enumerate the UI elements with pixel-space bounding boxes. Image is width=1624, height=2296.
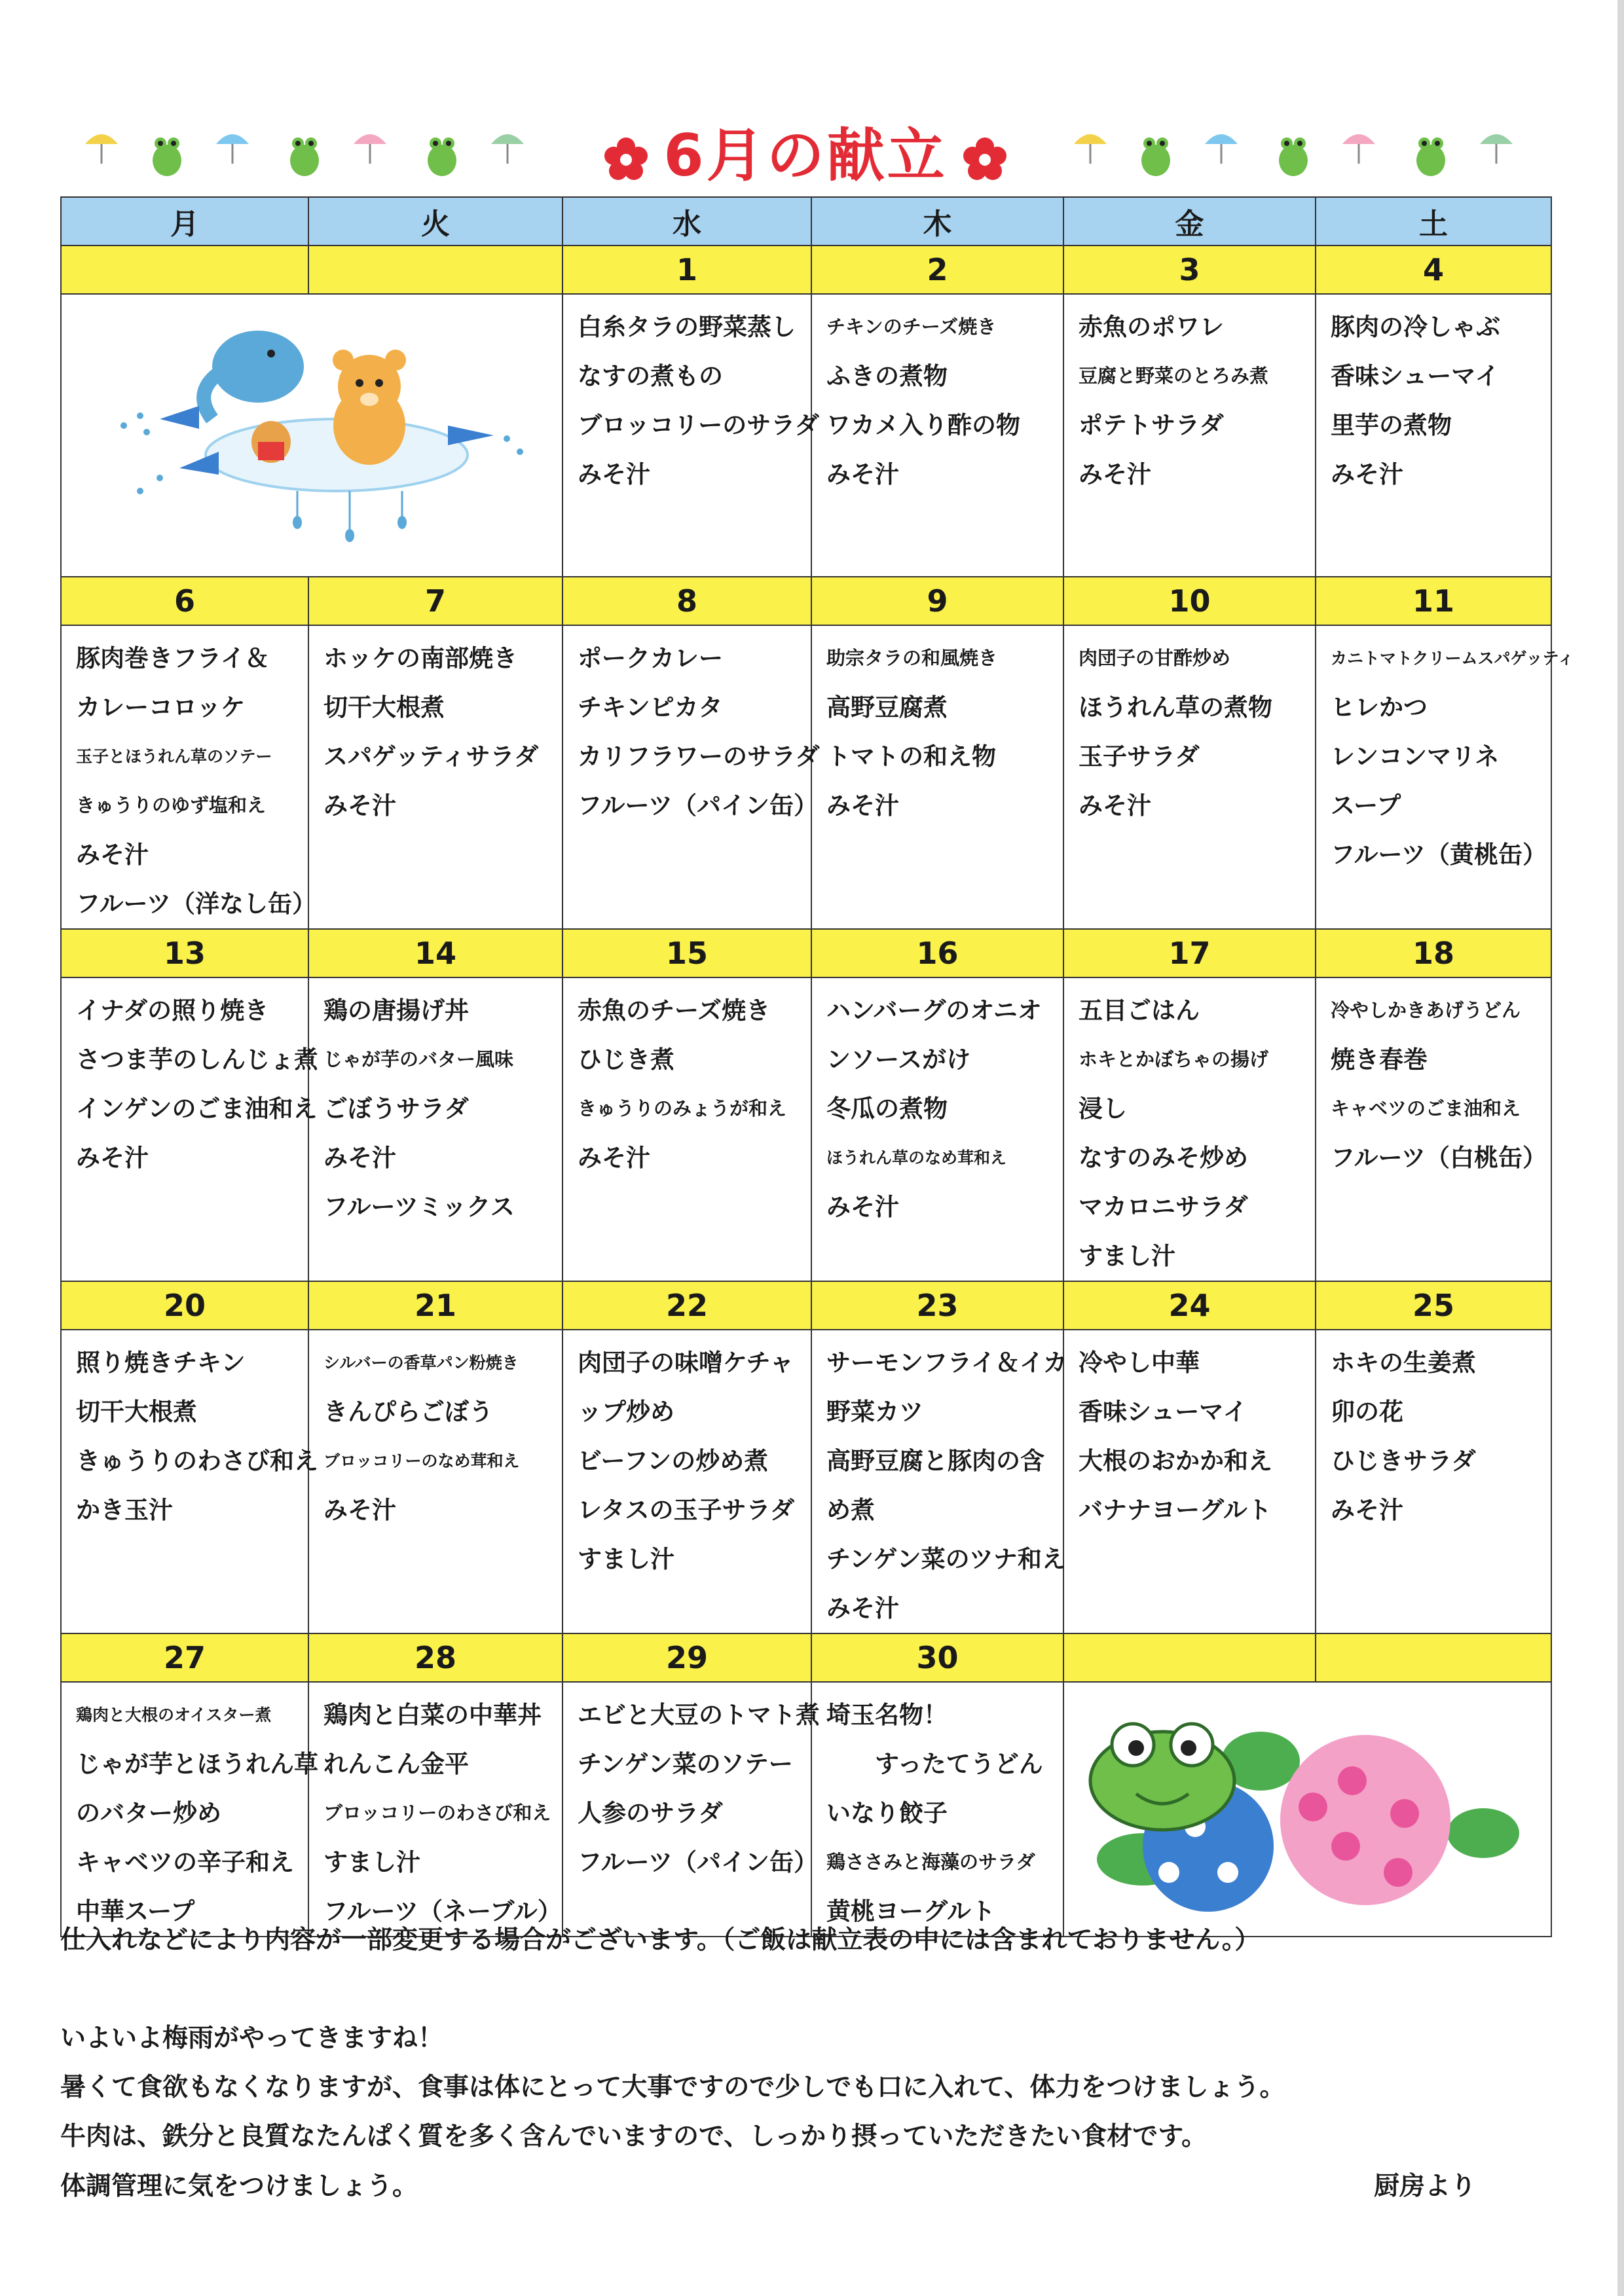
menu-items: [1316, 978, 1551, 1182]
menu-item: かき玉汁: [76, 1496, 173, 1524]
menu-item: みそ汁: [76, 1144, 149, 1172]
menu-item: 肉団子の甘酢炒め: [1079, 647, 1231, 669]
date-cell: 27: [61, 1633, 308, 1682]
menu-item: ごぼうサラダ: [323, 1095, 469, 1123]
date-cell: [1063, 1633, 1316, 1682]
menu-item: フルーツ（黄桃缶）: [1331, 841, 1547, 869]
date-cell: 9: [811, 577, 1063, 625]
menu-cell: [811, 625, 1063, 929]
menu-cell: [811, 977, 1063, 1281]
menu-cell: [563, 294, 819, 577]
menu-item: 高野豆腐煮: [826, 693, 948, 721]
weekday-header-row: [61, 197, 1551, 246]
menu-item: 鶏ささみと海藻のサラダ: [826, 1851, 1035, 1873]
menu-item: 玉子とほうれん草のソテー: [76, 747, 272, 766]
menu-cell: [308, 1682, 563, 1937]
date-cell: 1: [563, 246, 811, 294]
page-header: [72, 98, 1539, 196]
menu-item: みそ汁: [826, 460, 899, 488]
menu-items: [812, 1330, 1067, 1633]
scan-edge: [1617, 0, 1624, 2296]
menu-item: め煮: [826, 1496, 875, 1524]
menu-item: 香味シューマイ: [1331, 362, 1500, 390]
menu-items: [1316, 295, 1551, 499]
menu-item: ポークカレー: [578, 644, 723, 672]
menu-item: マカロニサラダ: [1079, 1193, 1248, 1221]
menu-item: 里芋の煮物: [1331, 411, 1452, 439]
menu-item: 香味シューマイ: [1079, 1398, 1247, 1426]
message-line: 体調管理に気をつけましょう。: [60, 2172, 418, 2201]
message-line: いよいよ梅雨がやってきますね！: [60, 2024, 444, 2053]
menu-item: 助宗タラの和風焼き: [826, 647, 998, 669]
menu-cell: [308, 977, 563, 1281]
date-row: [61, 1633, 1551, 1682]
menu-item: ひじき煮: [578, 1046, 674, 1074]
weekday-header: 土: [1316, 197, 1551, 246]
date-cell: 10: [1063, 577, 1316, 625]
menu-item: れんこん金平: [323, 1750, 469, 1778]
menu-item: みそ汁: [76, 841, 149, 869]
title-text: 6月の献立: [663, 122, 948, 189]
date-cell: [308, 246, 563, 294]
menu-item: 鶏の唐揚げ丼: [323, 996, 469, 1025]
umbrella-frog-decoration-right: [1061, 111, 1539, 183]
date-cell: 29: [563, 1633, 811, 1682]
menu-item: ホキとかぼちゃの揚げ: [1079, 1048, 1269, 1070]
menu-item: 野菜カツ: [826, 1398, 923, 1426]
menu-item: キャベツの辛子和え: [76, 1848, 294, 1876]
menu-cell: [1063, 977, 1316, 1281]
menu-item: チンゲン菜のソテー: [578, 1750, 793, 1778]
menu-item: みそ汁: [1331, 460, 1403, 488]
menu-item: きんぴらごぼう: [323, 1398, 493, 1426]
signature: 厨房より: [1374, 2172, 1477, 2201]
menu-cell: [308, 1330, 563, 1633]
menu-item: フルーツ（白桃缶）: [1331, 1144, 1547, 1172]
menu-item: 冬瓜の煮物: [826, 1095, 948, 1123]
date-cell: 8: [563, 577, 811, 625]
date-cell: 13: [61, 929, 308, 977]
menu-item: みそ汁: [323, 792, 396, 820]
menu-items: [309, 1330, 562, 1535]
menu-items: [62, 978, 318, 1182]
menu-item: すまし汁: [578, 1545, 674, 1573]
hydrangea-frog-illustration-cell: [1063, 1682, 1551, 1937]
date-cell: 25: [1316, 1281, 1551, 1330]
menu-row: [61, 1682, 1551, 1937]
menu-cell: [61, 977, 318, 1281]
menu-item: みそ汁: [323, 1496, 396, 1524]
menu-items: [563, 1683, 820, 1887]
menu-item: フルーツ（ネーブル）: [323, 1897, 562, 1925]
menu-item: 浸し: [1079, 1095, 1127, 1123]
flower-icon: [603, 137, 649, 183]
menu-item: 鶏肉と白菜の中華丼: [323, 1701, 542, 1729]
menu-items: [1316, 1330, 1551, 1535]
menu-item: カレーコロッケ: [76, 693, 246, 721]
menu-item: 切干大根煮: [76, 1398, 197, 1426]
date-cell: 24: [1063, 1281, 1316, 1330]
menu-item: すまし汁: [1079, 1242, 1175, 1270]
menu-item: 赤魚のポワレ: [1079, 313, 1224, 341]
menu-item: きゅうりのみょうが和え: [578, 1097, 787, 1120]
menu-cell: [61, 1682, 318, 1937]
date-cell: 22: [563, 1281, 811, 1330]
menu-item: キャベツのごま油和え: [1331, 1097, 1521, 1120]
menu-item: インゲンのごま油和え: [76, 1095, 318, 1123]
menu-item: ブロッコリーのサラダ: [578, 411, 819, 439]
menu-item: みそ汁: [1079, 792, 1151, 820]
menu-item: フルーツ（パイン缶）: [578, 792, 819, 820]
menu-item: 高野豆腐と豚肉の含: [826, 1447, 1044, 1475]
menu-item: ほうれん草の煮物: [1079, 693, 1272, 721]
menu-cell: [61, 1330, 318, 1633]
weekday-header: 木: [811, 197, 1063, 246]
menu-cell: [563, 1330, 811, 1633]
date-cell: 17: [1063, 929, 1316, 977]
menu-item: カニトマトクリームスパゲッティ: [1331, 649, 1574, 668]
menu-item: ひじきサラダ: [1331, 1447, 1476, 1475]
menu-item: みそ汁: [826, 1594, 899, 1622]
menu-item: 大根のおかか和え: [1079, 1447, 1272, 1475]
menu-item: いなり餃子: [826, 1799, 948, 1827]
menu-items: [812, 1683, 1063, 1936]
menu-item: じゃが芋とほうれん草: [76, 1750, 318, 1778]
menu-cell: [563, 1682, 820, 1937]
date-cell: 15: [563, 929, 811, 977]
date-cell: 30: [811, 1633, 1063, 1682]
menu-item: みそ汁: [323, 1144, 396, 1172]
date-cell: 3: [1063, 246, 1316, 294]
menu-cell: [1316, 977, 1551, 1281]
menu-cell: [61, 625, 317, 929]
menu-item: みそ汁: [578, 460, 650, 488]
menu-items: [62, 1330, 318, 1535]
date-cell: 4: [1316, 246, 1551, 294]
menu-item: ワカメ入り酢の物: [826, 411, 1020, 439]
menu-items: [812, 978, 1063, 1231]
menu-row: [61, 1330, 1551, 1633]
weekday-header: 金: [1063, 197, 1316, 246]
menu-item: シルバーの香草パン粉焼き: [323, 1353, 519, 1372]
menu-item: ほうれん草のなめ茸和え: [826, 1148, 1007, 1167]
date-cell: 7: [308, 577, 563, 625]
menu-item: みそ汁: [578, 1144, 650, 1172]
menu-item: 焼き春巻: [1331, 1046, 1428, 1074]
menu-item: レタスの玉子サラダ: [578, 1496, 795, 1524]
change-notice: 仕入れなどにより内容が一部変更する場合がございます。（ご飯は献立表の中には含まれておりません。）: [60, 1925, 1261, 1955]
date-cell: [1316, 1633, 1551, 1682]
menu-item: 五目ごはん: [1079, 996, 1200, 1025]
menu-item: すまし汁: [323, 1848, 420, 1876]
menu-item: 豚肉の冷しゃぶ: [1331, 313, 1500, 341]
menu-items: [1064, 626, 1315, 830]
menu-item: レンコンマリネ: [1331, 742, 1500, 771]
menu-items: [1064, 978, 1315, 1281]
menu-item: 白糸タラの野菜蒸し: [578, 313, 796, 341]
menu-item: バナナヨーグルト: [1079, 1496, 1272, 1524]
date-cell: 18: [1316, 929, 1551, 977]
date-cell: 20: [61, 1281, 308, 1330]
menu-item: スープ: [1331, 792, 1401, 820]
menu-item: チキンピカタ: [578, 693, 723, 721]
menu-row: [61, 977, 1551, 1281]
menu-item: ンソースがけ: [826, 1046, 971, 1074]
menu-item: 照り焼きチキン: [76, 1349, 246, 1377]
date-row: [61, 577, 1551, 625]
menu-item: エビと大豆のトマト煮: [578, 1701, 820, 1729]
date-cell: 16: [811, 929, 1063, 977]
menu-items: [309, 978, 562, 1231]
menu-cell: [811, 1682, 1063, 1937]
menu-item: サーモンフライ＆イカ: [826, 1349, 1067, 1377]
menu-item: ップ炒め: [578, 1398, 674, 1426]
menu-cell: [1063, 294, 1316, 577]
menu-item: じゃが芋のバター風味: [323, 1048, 514, 1070]
menu-item: なすの煮もの: [578, 362, 723, 390]
message-line: 暑くて食欲もなくなりますが、食事は体にとって大事ですので少しでも口に入れて、体力をつけましょう。: [60, 2073, 1285, 2102]
message-line: 牛肉は、鉄分と良質なたんぱく質を多く含んでいますので、しっかり摂っていただきたい食材です。: [60, 2122, 1208, 2151]
menu-cell: [811, 294, 1063, 577]
date-cell: 23: [811, 1281, 1063, 1330]
menu-item: ホッケの南部焼き: [323, 644, 517, 672]
menu-item: ブロッコリーのなめ茸和え: [323, 1451, 520, 1470]
date-cell: 11: [1316, 577, 1551, 625]
menu-item: 鶏肉と大根のオイスター煮: [76, 1705, 272, 1724]
menu-items: [309, 1683, 562, 1936]
menu-item: チキンのチーズ焼き: [826, 316, 997, 338]
menu-cell: [1316, 1330, 1551, 1633]
menu-item: みそ汁: [1079, 460, 1151, 488]
menu-items: [1064, 1330, 1315, 1535]
frog-hydrangea-illustration: [1064, 1683, 1549, 1925]
menu-item: のバター炒め: [76, 1799, 221, 1827]
date-cell: 2: [811, 246, 1063, 294]
menu-items: [812, 295, 1063, 499]
menu-item: 切干大根煮: [323, 693, 445, 721]
date-row: [61, 929, 1551, 977]
date-cell: 14: [308, 929, 563, 977]
menu-item: 赤魚のチーズ焼き: [578, 996, 771, 1025]
menu-items: [1316, 626, 1574, 879]
menu-item: みそ汁: [826, 1193, 899, 1221]
date-cell: 21: [308, 1281, 563, 1330]
menu-item: スパゲッティサラダ: [323, 742, 539, 771]
menu-cell: [563, 625, 820, 929]
menu-item: 人参のサラダ: [578, 1799, 723, 1827]
menu-cell: [811, 1330, 1067, 1633]
menu-item: フルーツミックス: [323, 1193, 515, 1221]
menu-item: 中華スープ: [76, 1897, 195, 1925]
menu-item: 卯の花: [1331, 1398, 1403, 1426]
weekday-header: 水: [563, 197, 811, 246]
menu-item: 玉子サラダ: [1079, 742, 1200, 771]
menu-item: みそ汁: [826, 792, 899, 820]
menu-items: [563, 978, 811, 1182]
menu-item: フルーツ（洋なし缶）: [76, 890, 317, 918]
menu-item: 埼玉名物！: [826, 1701, 948, 1729]
menu-item: ハンバーグのオニオ: [826, 996, 1042, 1025]
menu-item: フルーツ（パイン缶）: [578, 1848, 819, 1876]
menu-item: 黄桃ヨーグルト: [826, 1897, 995, 1925]
menu-items: [812, 626, 1063, 830]
menu-item: ホキの生姜煮: [1331, 1349, 1476, 1377]
menu-item: ビーフンの炒め煮: [578, 1447, 769, 1475]
menu-item: イナダの照り焼き: [76, 996, 269, 1025]
menu-row: [61, 294, 1551, 577]
menu-items: [1064, 295, 1315, 499]
menu-item: チンゲン菜のツナ和え: [826, 1545, 1066, 1573]
flower-icon: [962, 137, 1008, 183]
date-cell: 6: [61, 577, 308, 625]
menu-item: ヒレかつ: [1331, 693, 1428, 721]
menu-item: きゅうりのわさび和え: [76, 1447, 318, 1475]
date-cell: 28: [308, 1633, 563, 1682]
menu-item: みそ汁: [1331, 1496, 1403, 1524]
date-cell: [61, 246, 308, 294]
menu-items: [62, 1683, 318, 1936]
menu-item: 肉団子の味噌ケチャ: [578, 1349, 794, 1377]
menu-items: [563, 295, 819, 499]
menu-item: ふきの煮物: [826, 362, 948, 390]
menu-item: 豚肉巻きフライ＆: [76, 644, 269, 672]
menu-cell: [1063, 625, 1316, 929]
menu-item: なすのみそ炒め: [1079, 1144, 1248, 1172]
weekday-header: 火: [308, 197, 563, 246]
menu-items: [309, 626, 562, 830]
menu-cell: [1063, 1330, 1316, 1633]
menu-cell: [563, 977, 811, 1281]
menu-cell: [1316, 625, 1574, 929]
date-row: [61, 1281, 1551, 1330]
rain-illustration-cell: [61, 294, 563, 577]
date-row: [61, 246, 1551, 294]
menu-items: [62, 626, 317, 928]
menu-item: ブロッコリーのわさび和え: [323, 1802, 551, 1824]
menu-row: [61, 625, 1551, 929]
menu-item: ポテトサラダ: [1079, 411, 1224, 439]
menu-item: カリフラワーのサラダ: [578, 742, 820, 771]
menu-calendar: [60, 196, 1574, 1937]
menu-item: 冷やしかきあげうどん: [1331, 999, 1521, 1021]
menu-item: 冷やし中華: [1079, 1349, 1200, 1377]
menu-item: きゅうりのゆず塩和え: [76, 794, 267, 816]
weekday-header: 月: [61, 197, 308, 246]
menu-item: すったてうどん: [826, 1750, 1043, 1778]
menu-items: [563, 626, 820, 830]
elephant-bear-illustration: [62, 295, 546, 556]
menu-cell: [308, 625, 563, 929]
menu-cell: [1316, 294, 1551, 577]
menu-item: さつま芋のしんじょ煮: [76, 1046, 318, 1074]
menu-item: トマトの和え物: [826, 742, 996, 771]
menu-item: 豆腐と野菜のとろみ煮: [1079, 365, 1269, 387]
menu-items: [563, 1330, 811, 1584]
